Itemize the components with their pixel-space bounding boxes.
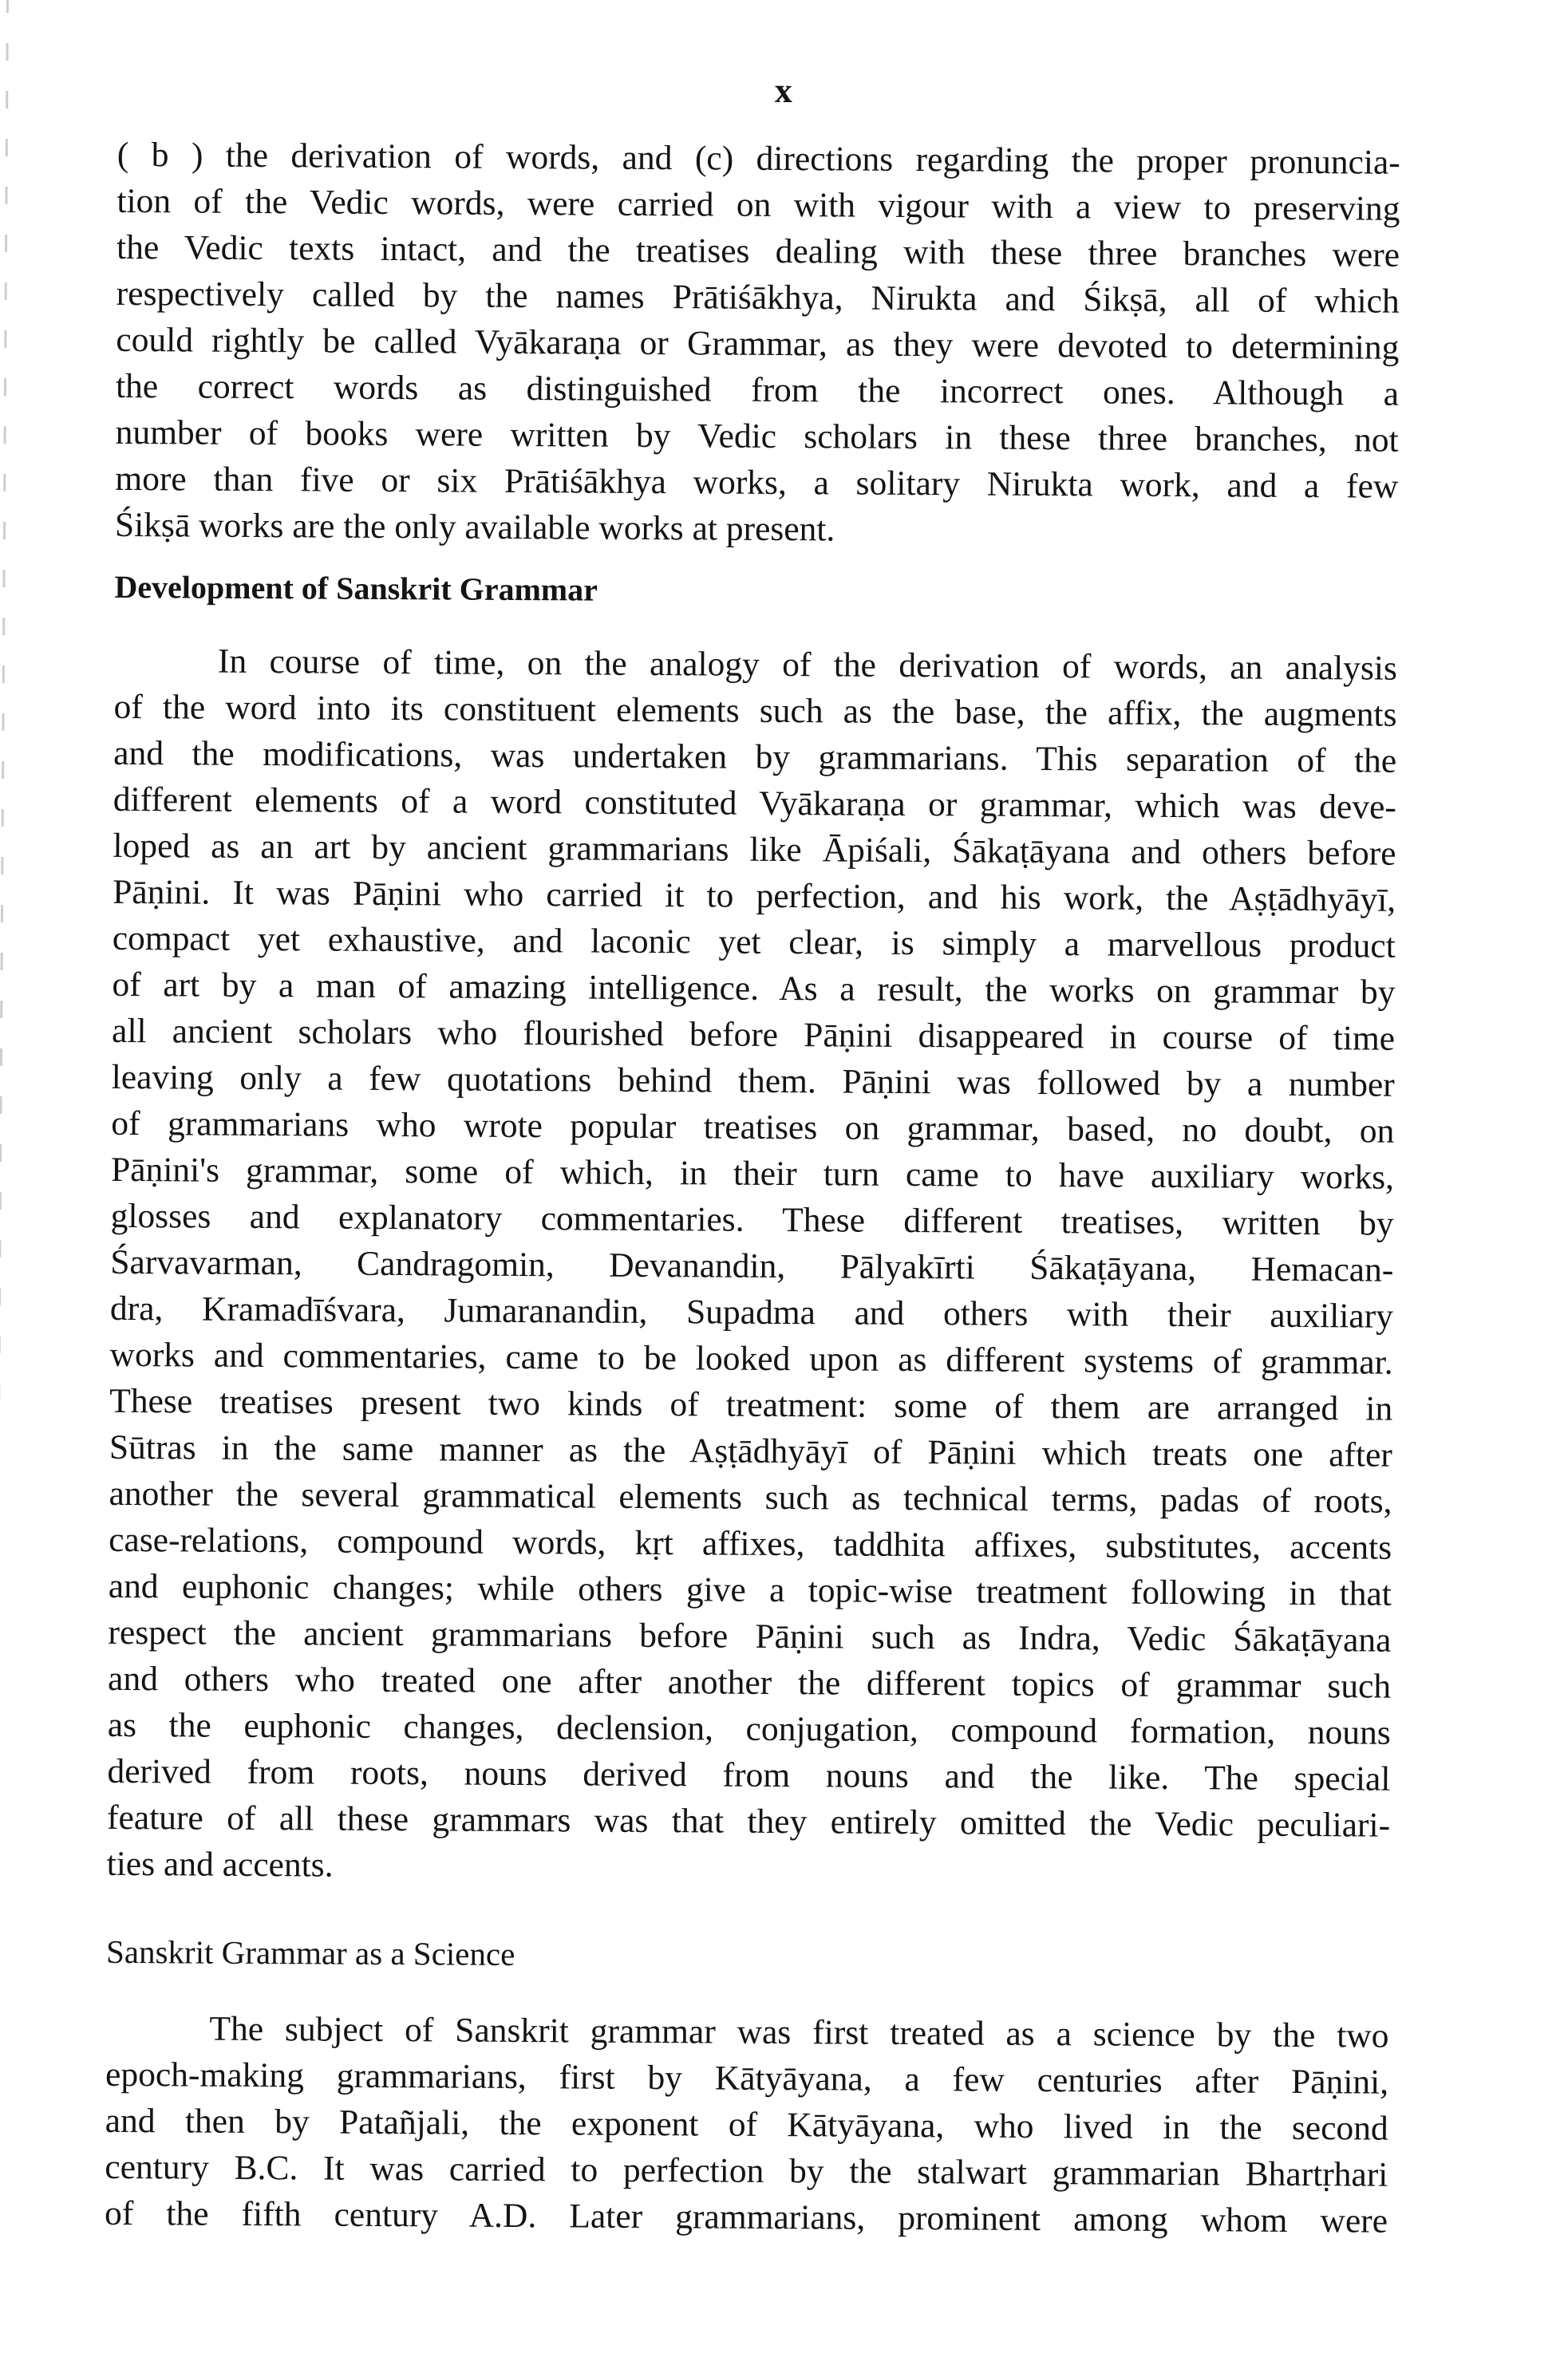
text-line: glosses and explanatory commentaries. These different treatises, written by	[110, 1196, 1394, 1243]
text-line: more than five or six Prātiśākhya works, a solitary Nirukta work, and a few	[115, 459, 1399, 506]
text-line: works and commentaries, came to be looked upon as different systems of grammar.	[109, 1335, 1393, 1382]
text-line: Śikṣā works are the only available works at present.	[114, 505, 835, 549]
text-line: epoch-making grammarians, first by Kātyāyana, a few centuries after Pāṇini,	[105, 2055, 1389, 2102]
text-line: ties and accents.	[106, 1844, 334, 1885]
section-heading-development: Development of Sanskrit Grammar	[114, 568, 598, 608]
text-line: compact yet exhaustive, and laconic yet clear, is simply a marvellous product	[112, 918, 1396, 965]
text-line: and then by Patañjali, the exponent of Kātyāyana, who lived in the second	[105, 2101, 1388, 2148]
text-line: of art by a man of amazing intelligence. As a result, the works on grammar by	[112, 965, 1396, 1012]
text-line: as the euphonic changes, declension, conjugation, compound formation, nouns	[107, 1705, 1391, 1752]
text-line: derived from roots, nouns derived from nouns and the like. The special	[107, 1751, 1391, 1798]
text-line: These treatises present two kinds of treatment: some of them are arranged in	[109, 1381, 1393, 1428]
text-line: different elements of a word constituted Vyākaraṇa or grammar, which was deve-	[113, 780, 1396, 827]
text-line: number of books were written by Vedic scholars in these three branches, not	[115, 413, 1399, 460]
page-body	[105, 132, 1400, 2245]
text-line: Sūtras in the same manner as the Aṣṭādhyāyī of Pāṇini which treats one after	[109, 1427, 1393, 1475]
text-line: leaving only a few quotations behind them. Pāṇini was followed by a number	[111, 1057, 1395, 1104]
text-line: case-relations, compound words, kṛt affixes, taddhita affixes, substitutes, accents	[109, 1520, 1392, 1567]
text-line: Śarvavarman, Candragomin, Devanandin, Pālyakīrti Śākaṭāyana, Hemacan-	[110, 1242, 1394, 1289]
paragraph-development	[107, 638, 1398, 1895]
text-line: tion of the Vedic words, were carried on with vigour with a view to preserving	[117, 181, 1400, 228]
text-line: dra, Kramadīśvara, Jumaranandin, Supadma and others with their auxiliary	[109, 1289, 1394, 1336]
text-line: and euphonic changes; while others give a topic-wise treatment following in that	[108, 1566, 1392, 1613]
text-line: all ancient scholars who flourished before Pāṇini disappeared in course of time	[111, 1011, 1396, 1058]
text-line: In course of time, on the analogy of the derivation of words, an analysis	[217, 642, 1398, 688]
paragraph-pronunciation-branches	[115, 132, 1400, 556]
text-line: respectively called by the names Prātiśākhya, Nirukta and Śikṣā, all of which	[116, 274, 1400, 321]
text-line: loped as an art by ancient grammarians like Āpiśali, Śākaṭāyana and others before	[113, 826, 1396, 873]
text-line: ( b ) the derivation of words, and (c) directions regarding the proper pronuncia-	[117, 135, 1400, 182]
text-line: century B.C. It was carried to perfection by the stalwart grammarian Bhartṛhari	[105, 2147, 1388, 2194]
text-line: Pāṇini's grammar, some of which, in their turn came to have auxiliary works,	[110, 1150, 1395, 1197]
text-line: could rightly be called Vyākaraṇa or Grammar, as they were devoted to determining	[116, 320, 1400, 367]
binding-edge-marks	[0, 0, 9, 2351]
section-heading-science: Sanskrit Grammar as a Science	[105, 1933, 515, 1972]
text-line: of the fifth century A.D. Later grammarians, prominent among whom were	[104, 2193, 1388, 2241]
text-line: feature of all these grammars was that they entirely omitted the Vedic peculiari-	[106, 1798, 1391, 1845]
text-line: Pāṇini. It was Pāṇini who carried it to perfection, and his work, the Aṣṭādhyāyī,	[113, 872, 1396, 919]
text-line: the correct words as distinguished from the incorrect ones. Although a	[115, 366, 1400, 413]
paragraph-science	[105, 2005, 1389, 2245]
text-line: and others who treated one after another the different topics of grammar such	[107, 1659, 1392, 1706]
text-line: another the several grammatical elements such as technical terms, padas of roots,	[109, 1474, 1392, 1521]
text-line: the Vedic texts intact, and the treatises dealing with these three branches were	[116, 227, 1400, 274]
text-line: respect the ancient grammarians before Pāṇini such as Indra, Vedic Śākaṭāyana	[108, 1613, 1392, 1660]
text-line: and the modifications, was undertaken by grammarians. This separation of the	[113, 733, 1397, 780]
text-line: of grammarians who wrote popular treatises on grammar, based, no doubt, on	[111, 1104, 1395, 1151]
text-line: of the word into its constituent elements such as the base, the affix, the augments	[113, 687, 1397, 734]
text-line: The subject of Sanskrit grammar was first treated as a science by the two	[209, 2009, 1389, 2055]
page-number: x	[774, 70, 792, 111]
